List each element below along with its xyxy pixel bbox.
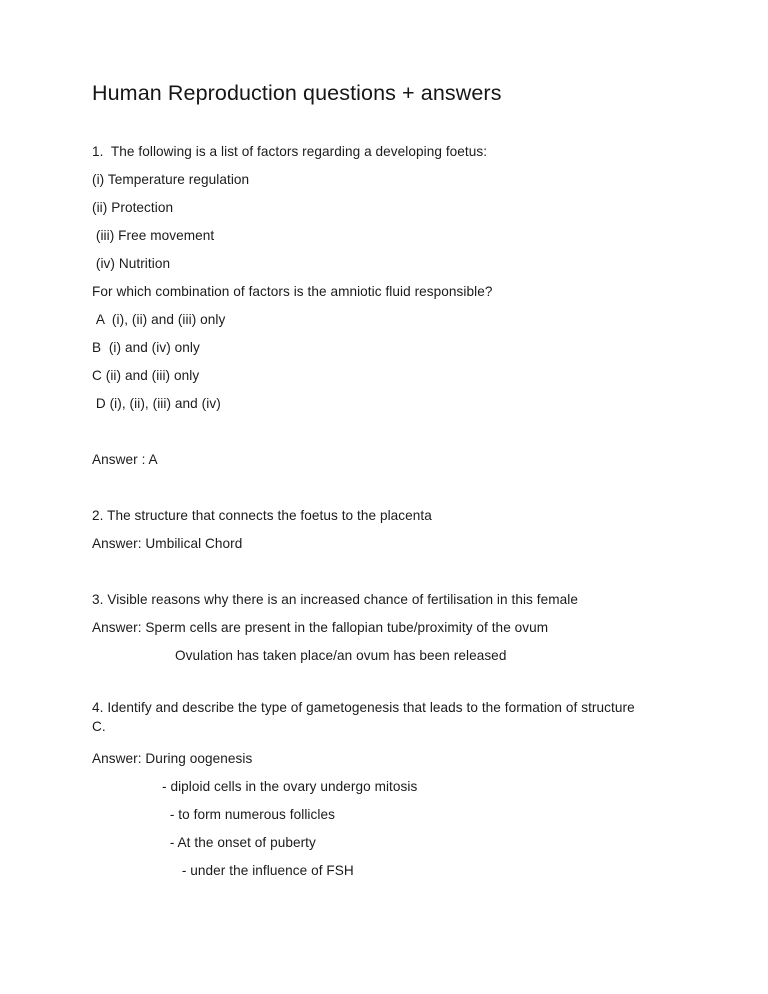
question-1-option-a: A (i), (ii) and (iii) only: [92, 312, 226, 327]
block-gap-3: [92, 670, 648, 698]
question-1-factor-i: (i) Temperature regulation: [92, 172, 250, 187]
question-3-stem: 3. Visible reasons why there is an increased chance of fertilisation in this female: [92, 592, 578, 607]
question-block-2: [92, 502, 648, 558]
question-1-option-c: C (ii) and (iii) only: [92, 368, 200, 383]
question-1-factor-iv: (iv) Nutrition: [92, 256, 171, 271]
question-4-stem: 4. Identify and describe the type of gametogenesis that leads to the formation of structure C.: [92, 700, 639, 734]
question-block-4: [92, 698, 648, 885]
question-1-gap: [92, 418, 648, 446]
question-1-factor-ii: (ii) Protection: [92, 200, 174, 215]
page-title: Human Reproduction questions + answers: [92, 81, 502, 105]
question-1-prompt: For which combination of factors is the amniotic fluid responsible?: [92, 284, 493, 299]
title-spacer: [92, 108, 648, 138]
question-1-option-b: B (i) and (iv) only: [92, 340, 200, 355]
question-2-stem: 2. The structure that connects the foetus to the placenta: [92, 508, 432, 523]
block-gap-1: [92, 474, 648, 502]
question-1-answer: Answer : A: [92, 452, 158, 467]
question-4-answer: Answer: During oogenesis: [92, 751, 253, 766]
question-1-option-d: D (i), (ii), (iii) and (iv): [92, 396, 221, 411]
question-3-answer-extra: Ovulation has taken place/an ovum has been released: [175, 648, 507, 663]
question-block-3: [92, 586, 648, 670]
document-body: [92, 78, 648, 885]
question-3-answer: Answer: Sperm cells are present in the fallopian tube/proximity of the ovum: [92, 620, 549, 635]
question-1-stem: 1. The following is a list of factors regarding a developing foetus:: [92, 144, 488, 159]
question-4-bullet-1: - diploid cells in the ovary undergo mitosis: [162, 779, 418, 794]
question-2-answer: Answer: Umbilical Chord: [92, 536, 243, 551]
question-4-bullet-4: - under the influence of FSH: [178, 863, 354, 878]
question-1-factor-iii: (iii) Free movement: [92, 228, 215, 243]
block-gap-2: [92, 558, 648, 586]
question-block-1: [92, 138, 648, 474]
question-4-bullet-2: - to form numerous follicles: [166, 807, 335, 822]
question-4-bullet-3: - At the onset of puberty: [166, 835, 316, 850]
